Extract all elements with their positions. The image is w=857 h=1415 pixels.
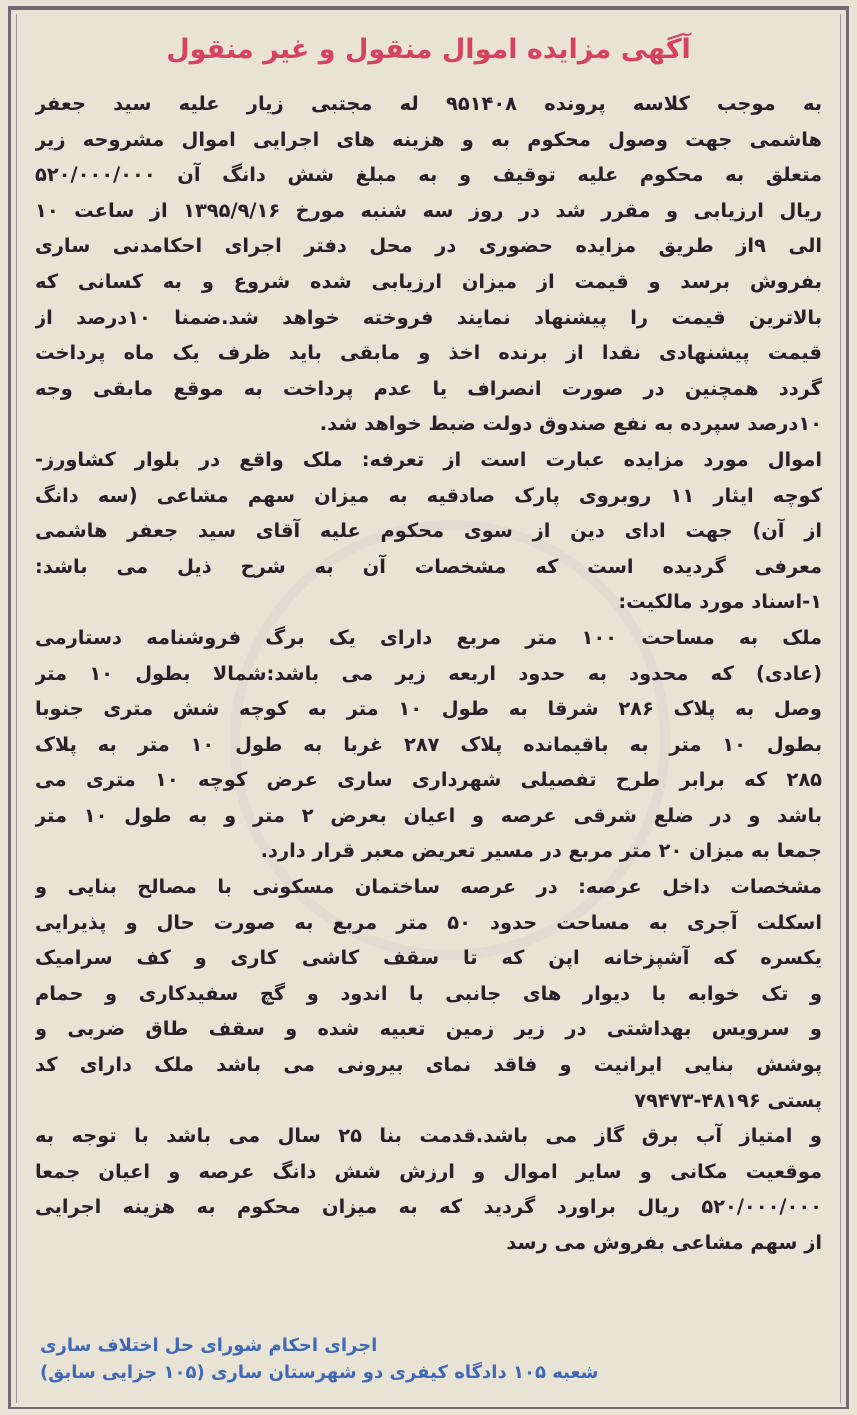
body-line: وصل به پلاک ۲۸۶ شرقا به طول ۱۰ متر به کوچه شش متری جنوبا xyxy=(35,697,822,721)
body-line: گردد همچنین در صورت انصراف یا عدم پرداخت به موقع مابقی وجه xyxy=(35,376,822,400)
body-line: ۱۰درصد سپرده به نفع صندوق دولت ضبط خواهد شد. xyxy=(319,412,822,436)
body-line: هاشمی جهت وصول محکوم به و هزینه های اجرایی اموال مشروحه زیر xyxy=(35,127,822,151)
body-line: معرفی گردیده است که مشخصات آن به شرح ذیل می باشد: xyxy=(35,554,822,578)
body-line: بطول ۱۰ متر به باقیمانده پلاک ۲۸۷ غربا به طول ۱۰ متر به پلاک xyxy=(35,732,822,756)
body-line: کوچه ایثار ۱۱ روبروی پارک صادقیه به میزان سهم مشاعی (سه دانگ xyxy=(35,483,822,507)
body-line: ۱-اسناد مورد مالکیت: xyxy=(618,590,822,614)
body-line: ۵۲۰/۰۰۰/۰۰۰ ریال براورد گردید که به میزان محکوم به هزینه اجرایی xyxy=(35,1195,822,1219)
body-line: الی ۹از طریق مزایده حضوری در محل دفتر اجرای احکامدنی ساری xyxy=(35,234,822,258)
body-line: جمعا به میزان ۲۰ متر مربع در مسیر تعریض معبر قرار دارد. xyxy=(260,839,822,863)
notice-body xyxy=(35,86,822,1261)
body-line: موقعیت مکانی و سایر اموال و ارزش شش دانگ عرصه و اعیان جمعا xyxy=(35,1159,822,1183)
body-line: به موجب کلاسه پرونده ۹۵۱۴۰۸ له مجتبی زیار علیه سید جعفر xyxy=(35,92,822,115)
body-line: (عادی) که محدود به حدود اربعه زیر می باشد:شمالا بطول ۱۰ متر xyxy=(35,661,822,685)
body-line: و امتیاز آب برق گاز می باشد.قدمت بنا ۲۵ سال می باشد با توجه به xyxy=(35,1124,822,1148)
body-line: ملک به مساحت ۱۰۰ متر مربع دارای یک برگ فروشنامه دستارمی xyxy=(35,625,822,649)
body-line: اموال مورد مزایده عبارت است از تعرفه: ملک واقع در بلوار کشاورز- xyxy=(35,447,822,471)
body-line: بفروش برسد و قیمت از میزان ارزیابی شده شروع و به کسانی که xyxy=(35,269,822,293)
body-line: پوشش بنایی ایرانیت و فاقد نمای بیرونی می باشد ملک دارای کد xyxy=(35,1053,822,1077)
issuer-signature xyxy=(40,1332,823,1386)
issuer-line-2: شعبه ۱۰۵ دادگاه کیفری دو شهرستان ساری (۱۰۵ جزایی سابق) xyxy=(40,1362,599,1383)
body-line: باشد و در ضلع شرقی عرصه و اعیان بعرض ۲ متر و به طول ۱۰ متر xyxy=(35,803,822,827)
body-line: ۲۸۵ که برابر طرح تفصیلی شهرداری ساری عرض کوچه ۱۰ متری می xyxy=(35,768,822,792)
issuer-line-1: اجرای احکام شورای حل اختلاف ساری xyxy=(40,1335,378,1356)
notice-title: آگهی مزایده اموال منقول و غیر منقول xyxy=(166,34,691,65)
body-line: قیمت پیشنهادی نقدا از برنده اخذ و مابقی باید ظرف یک ماه پرداخت xyxy=(35,341,822,365)
body-line: اسکلت آجری به مساحت حدود ۵۰ متر مربع به صورت حال و پذیرایی xyxy=(35,910,822,934)
body-line: ریال ارزیابی و مقرر شد در روز سه شنبه مورخ ۱۳۹۵/۹/۱۶ از ساعت ۱۰ xyxy=(35,198,822,222)
body-line: بالاترین قیمت را پیشنهاد نمایند فروخته خواهد شد.ضمنا ۱۰درصد از xyxy=(35,305,822,329)
body-line: از سهم مشاعی بفروش می رسد xyxy=(506,1231,822,1254)
body-line: پستی ۴۸۱۹۶-۷۹۴۷۳ xyxy=(634,1088,822,1112)
body-line: مشخصات داخل عرصه: در عرصه ساختمان مسکونی با مصالح بنایی و xyxy=(35,875,822,899)
body-line: یکسره که آشپزخانه اپن که تا سقف کاشی کاری و کف سرامیک xyxy=(35,946,822,970)
body-line: متعلق به محکوم علیه توقیف و به مبلغ شش دانگ آن ۵۲۰/۰۰۰/۰۰۰ xyxy=(35,163,822,187)
body-line: و سرویس بهداشتی در زیر زمین تعبیه شده و سقف طاق ضربی و xyxy=(35,1017,822,1041)
body-line: از آن) جهت ادای دین از سوی محکوم علیه آقای سید جعفر هاشمی xyxy=(35,519,822,543)
body-line: و تک خوابه با دیوار های جانبی با اندود و گچ سفیدکاری و حمام xyxy=(35,981,822,1005)
